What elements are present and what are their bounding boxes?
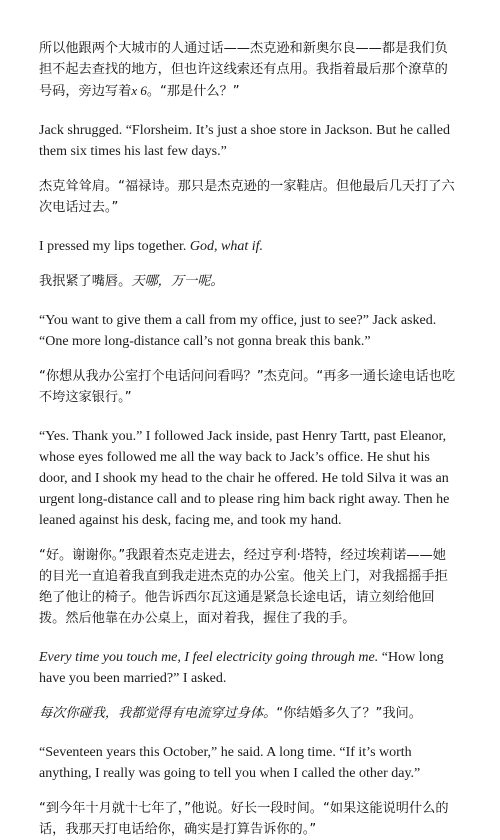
text-span: “How long have you been married?” I asked.	[39, 650, 444, 686]
text-span: 我抿紧了嘴唇。	[39, 274, 132, 289]
text-span: “到今年十月就十七年了，”他说。好长一段时间。“如果这能说明什么的话，我那天打电话给你，确实是打算告诉你的。”	[39, 801, 449, 837]
italic-span: Every time you touch me, I feel electricity going through me.	[39, 650, 379, 665]
text-span: “好。谢谢你。”我跟着杰克走进去，经过亨利·塔特，经过埃莉诺——她的目光一直追着我直到我走进杰克的办公室。他关上门，对我摇摇手拒绝了他让的椅子。他告诉西尔瓦这通是紧急长途电话，请立刻给他回拨。然后他靠在办公桌上，面对着我，握住了我的手。	[39, 548, 448, 626]
italic-span: 天哪，万一呢。	[131, 274, 224, 289]
paragraph-zh-1	[39, 38, 459, 102]
paragraph-zh-3	[39, 271, 459, 292]
paragraph-en-1	[39, 120, 459, 162]
text-span: 所以他跟两个大城市的人通过话——杰克逊和新奥尔良——都是我们负担不起去查找的地方，但也许这线索还有点用。我指着最后那个潦草的号码，旁边写着	[39, 41, 448, 99]
italic-span: x 6	[131, 83, 147, 98]
paragraph-en-6	[39, 742, 459, 784]
text-span: “你想从我办公室打个电话问问看吗？”杰克问。“再多一通长途电话也吃不垮这家银行。”	[39, 369, 456, 405]
paragraph-zh-5	[39, 545, 459, 629]
paragraph-zh-2	[39, 176, 459, 218]
text-span: “You want to give them a call from my office, just to see?” Jack asked. “One more long-distance call’s not gonna break this bank.”	[39, 313, 437, 349]
text-span: “Yes. Thank you.” I followed Jack inside, past Henry Tartt, past Eleanor, whose eyes followed me all the way back to Jack’s office. He shut his door, and I shook my head to the chair he offered. He told Silva it was an urgent long-distance call and to please ring him back right away. Then he leaned against his desk, facing me, and took my hand.	[39, 429, 450, 528]
paragraph-zh-6	[39, 703, 459, 724]
paragraph-en-2	[39, 236, 459, 257]
paragraph-zh-7	[39, 798, 459, 840]
paragraph-en-4	[39, 426, 459, 531]
text-span: I pressed my lips together.	[39, 239, 190, 254]
italic-span: God, what if.	[189, 239, 263, 254]
text-span: Jack shrugged. “Florsheim. It’s just a shoe store in Jackson. But he called them six times his last few days.”	[39, 123, 450, 159]
paragraph-zh-4	[39, 366, 459, 408]
text-span: “你结婚多久了？”我问。	[276, 706, 422, 721]
text-span: “Seventeen years this October,” he said. A long time. “If it’s worth anything, I really was going to tell you when I called the other day.”	[39, 745, 421, 781]
italic-span: 每次你碰我，我都觉得有电流穿过身体。	[39, 706, 277, 721]
paragraph-en-3	[39, 310, 459, 352]
text-span: 杰克耸耸肩。“福禄诗。那只是杰克逊的一家鞋店。但他最后几天打了六次电话过去。”	[39, 179, 455, 215]
text-span: 。“那是什么？”	[146, 84, 240, 99]
paragraph-en-5	[39, 647, 459, 689]
